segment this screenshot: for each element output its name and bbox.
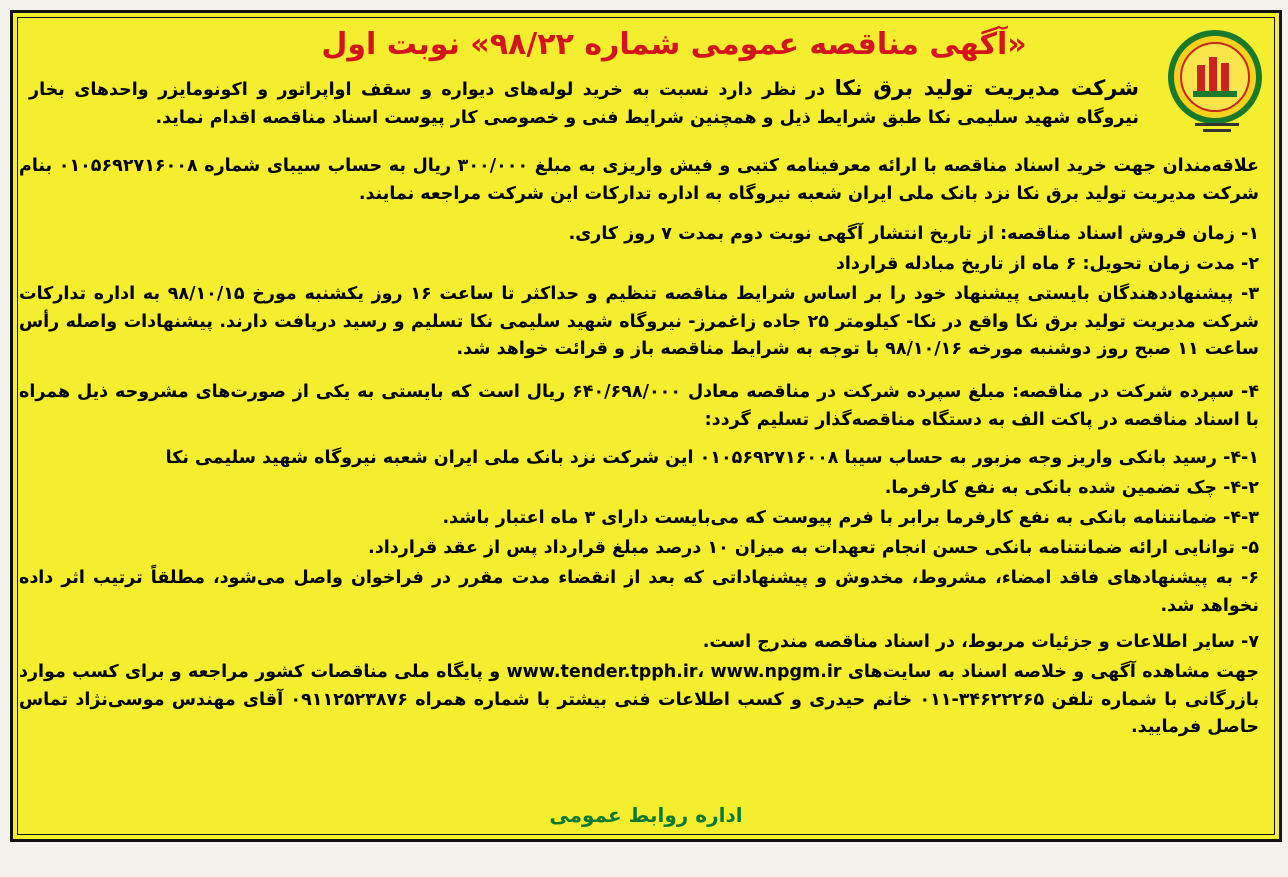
signature: اداره روابط عمومی — [549, 803, 743, 827]
item-4-3: ۴-۳- ضمانتنامه بانکی به نفع کارفرما برابر با فرم پیوست که می‌بایست دارای ۳ ماه اعتبار باشد. — [442, 508, 1259, 528]
company-name: شرکت مدیریت تولید برق نکا — [834, 76, 1140, 100]
item-2: ۲- مدت زمان تحویل: ۶ ماه از تاریخ مبادله قرارداد — [835, 254, 1259, 274]
notice-frame — [10, 10, 1282, 842]
intro-paragraph — [29, 75, 1139, 132]
item-4-2: ۴-۲- چک تضمین شده بانکی به نفع کارفرما. — [884, 478, 1259, 498]
item-5: ۵- توانایی ارائه ضمانتنامه بانکی حسن انجام تعهدات به میزان ۱۰ درصد مبلغ قرارداد پس از عقد قرارداد. — [368, 538, 1259, 558]
page-title: «آگهی مناقصه عمومی شماره ۹۸/۲۲» نوبت اول — [321, 27, 1027, 62]
company-logo — [1165, 27, 1265, 147]
item-6: ۶- به پیشنهادهای فاقد امضاء، مشروط، مخدوش و پیشنهاداتی که بعد از انقضاء مدت مقرر در فراخوان واصل می‌شود، مطلقاً ترتیب اثر داده نخواهد شد. — [19, 568, 1259, 616]
purchase-paragraph: علاقه‌مندان جهت خرید اسناد مناقصه با ارائه معرفینامه کتبی و فیش واریزی به مبلغ ۳۰۰/۰۰۰ ریال به حساب سیبای شماره ۰۱۰۵۶۹۲۷۱۶۰۰۸ بنام شرکت مدیریت تولید برق نکا نزد بانک ملی ایران شعبه نیروگاه به اداره تدارکات این شرکت مراجعه نمایند. — [19, 156, 1259, 204]
item-7: ۷- سایر اطلاعات و جزئیات مربوط، در اسناد مناقصه مندرج است. — [702, 632, 1259, 652]
contact-paragraph: جهت مشاهده آگهی و خلاصه اسناد به سایت‌های www.tender.tpph.ir، www.npgm.ir و پایگاه ملی مناقصات کشور مراجعه و برای کسب موارد بازرگانی با شماره تلفن ۳۴۶۲۲۲۶۵-۰۱۱ خانم حیدری و کسب اطلاعات فنی بیشتر با شماره همراه ۰۹۱۱۲۵۲۳۸۷۶ آقای مهندس موسی‌نژاد تماس حاصل فرمایید. — [19, 662, 1260, 737]
item-4-1: ۴-۱- رسید بانکی واریز وجه مزبور به حساب سیبا ۰۱۰۵۶۹۲۷۱۶۰۰۸ این شرکت نزد بانک ملی ایران شعبه نیروگاه شهید سلیمی نکا — [165, 448, 1259, 468]
item-3: ۳- پیشنهاددهندگان بایستی پیشنهاد خود را بر اساس شرایط مناقصه تنظیم و حداکثر تا ساعت ۱۶ روز یکشنبه مورخ ۹۸/۱۰/۱۵ به اداره تدارکات شرکت مدیریت تولید برق نکا واقع در نکا- کیلومتر ۲۵ جاده زاغمرز- نیروگاه شهید سلیمی نکا تسلیم و رسید دریافت دارند. پیشنهادات واصله رأس ساعت ۱۱ صبح روز دوشنبه مورخه ۹۸/۱۰/۱۶ با توجه به شرایط مناقصه باز و قرائت خواهد شد. — [19, 284, 1259, 359]
intro-text: در نظر دارد نسبت به خرید لوله‌های دیواره و سقف اواپراتور و اکونومایزر واحدهای بخار نیروگاه شهید سلیمی نکا طبق شرایط ذیل و همچنین شرایط فنی و خصوصی کار پیوست اسناد مناقصه اقدام نماید. — [29, 80, 1139, 128]
item-1: ۱- زمان فروش اسناد مناقصه: از تاریخ انتشار آگهی نوبت دوم بمدت ۷ روز کاری. — [568, 224, 1259, 244]
item-4: ۴- سپرده شرکت در مناقصه: مبلغ سپرده شرکت در مناقصه معادل ۶۴۰/۶۹۸/۰۰۰ ریال است که بایستی به یکی از صورت‌های مشروحه ذیل همراه با اسناد مناقصه در پاکت الف به دستگاه مناقصه‌گذار تسلیم گردد: — [19, 382, 1259, 430]
